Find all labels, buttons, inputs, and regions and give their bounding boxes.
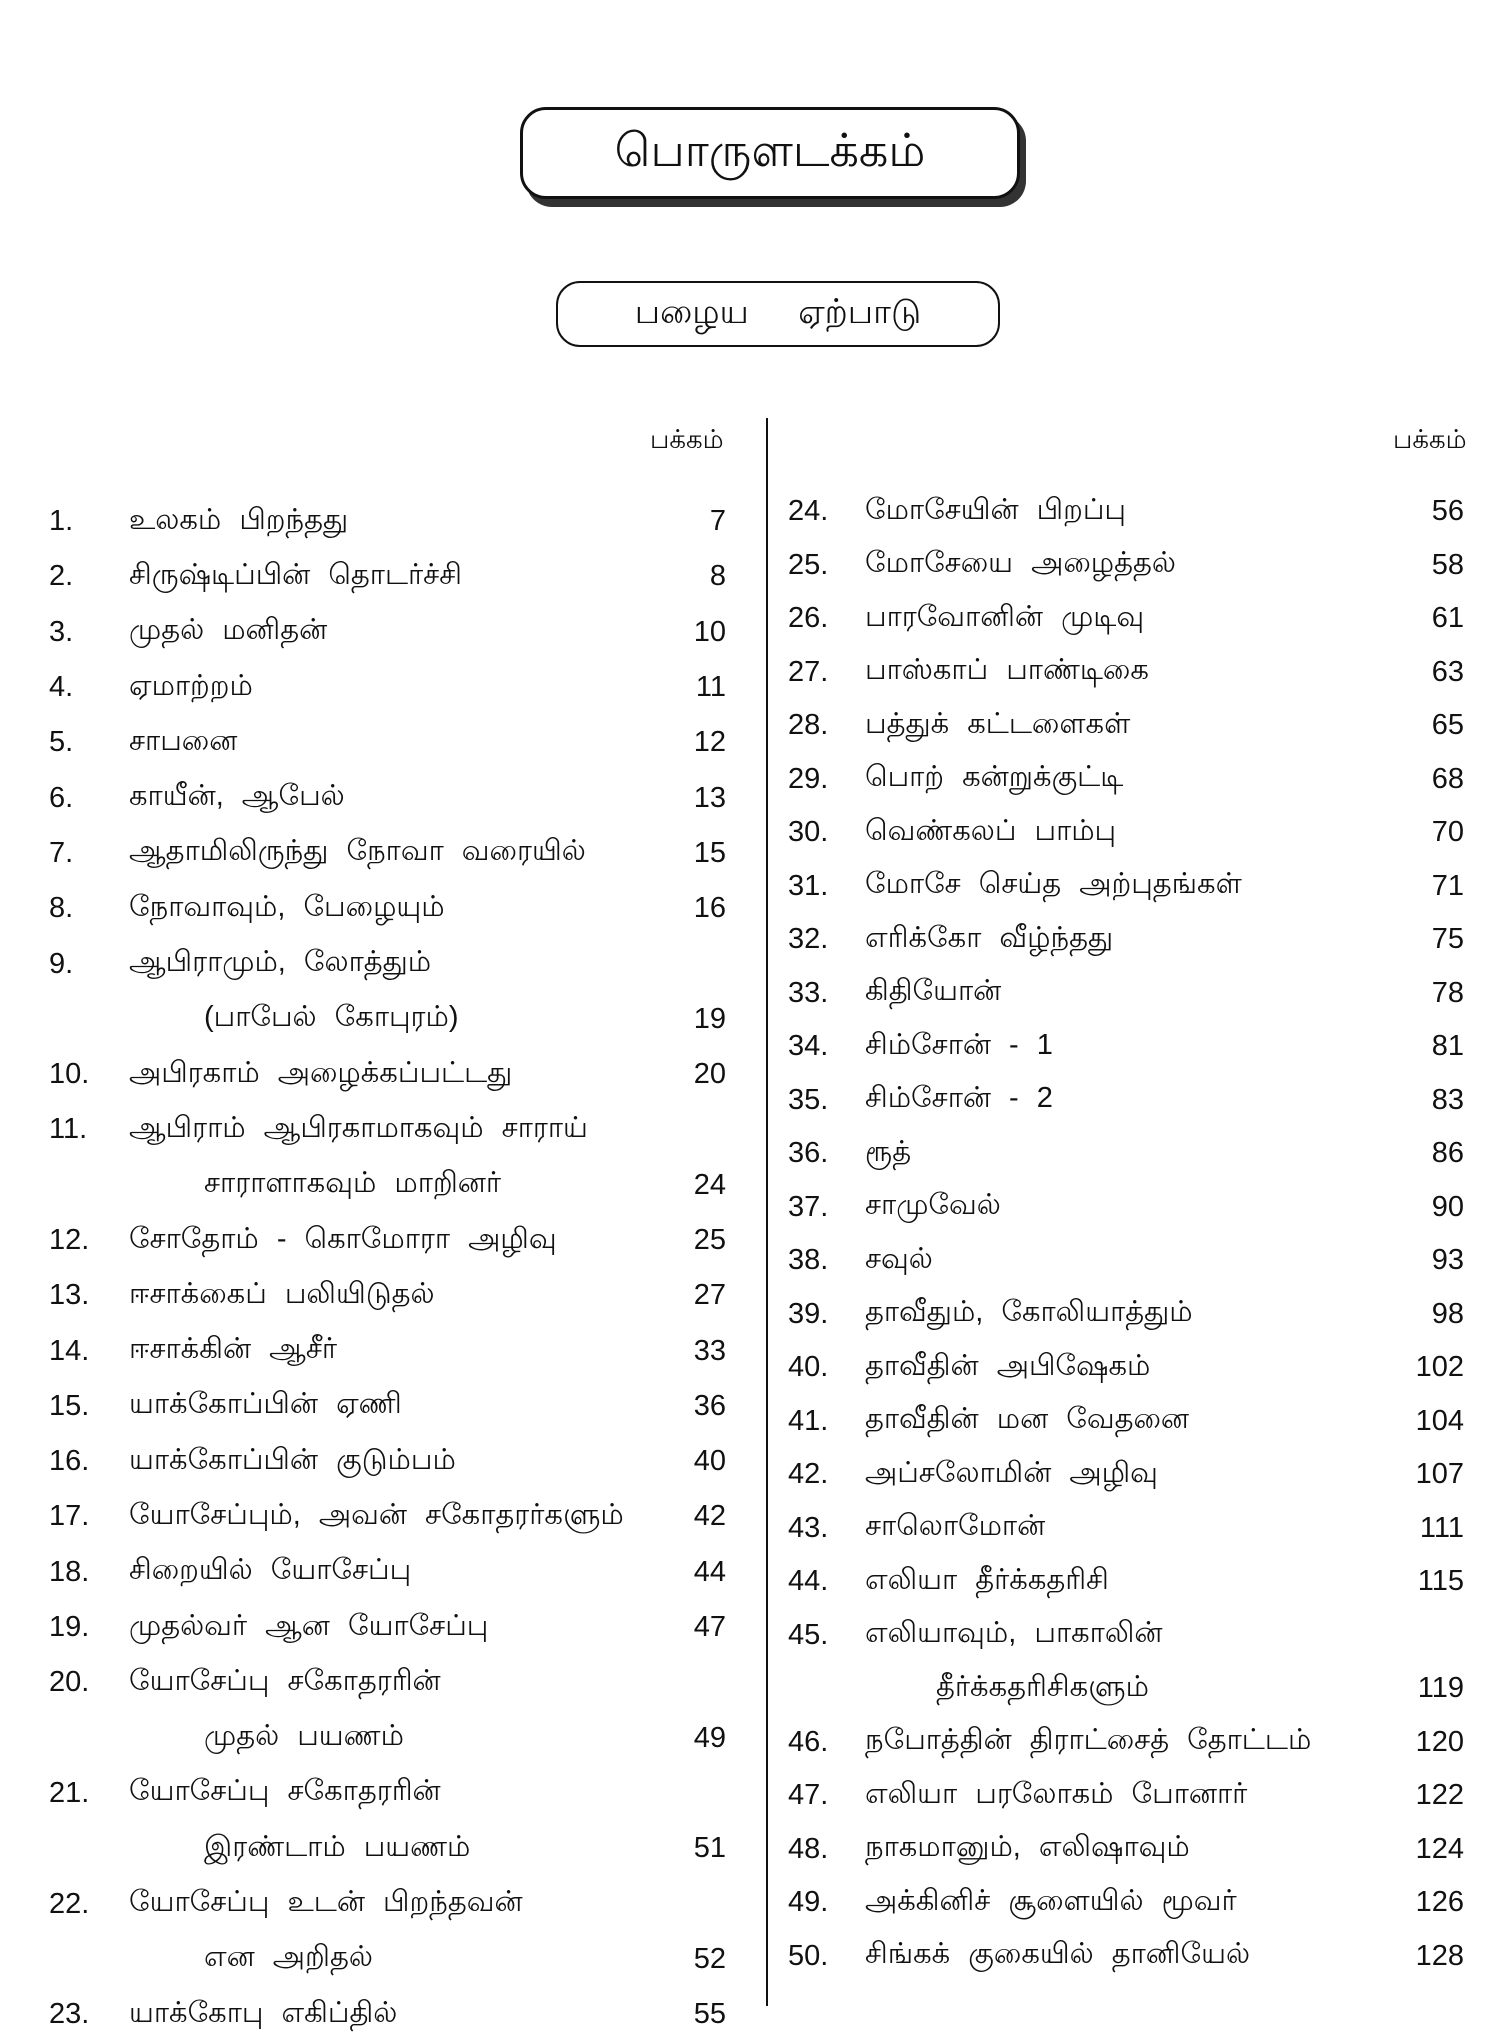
toc-entry [788,753,1464,807]
entry-number: 28. [788,709,829,742]
entry-title: தாவீதின் அபிஷேகம் [865,1349,1151,1382]
toc-entry [788,485,1464,539]
entry-title: யோசேப்பு உடன் பிறந்தவன் [129,1886,523,1919]
entry-title: தீர்க்கதரிசிகளும் [936,1670,1149,1703]
entry-page-number: 24 [693,1168,726,1201]
entry-title: பத்துக் கட்டளைகள் [865,707,1131,740]
toc-entry [788,1769,1464,1823]
entry-title: அக்கினிச் சூளையில் மூவர் [865,1884,1237,1917]
entry-title: சிங்கக் குகையில் தானியேல் [865,1938,1251,1971]
entry-number: 31. [788,869,829,902]
entry-number: 29. [788,762,829,795]
toc-entry [788,1074,1464,1128]
entry-page-number: 16 [693,892,726,925]
entry-page-number: 83 [1431,1083,1464,1116]
entry-title: தாவீதும், கோலியாத்தும் [865,1296,1193,1329]
entry-number: 27. [788,655,829,688]
toc-entry [788,1181,1464,1235]
entry-number: 24. [788,495,829,528]
entry-title: சாராளாகவும் மாறினர் [204,1167,502,1200]
entry-page-number: 128 [1415,1939,1464,1972]
entry-number: 18. [49,1555,90,1588]
entry-title: யோசேப்பு சகோதரரின் [129,1664,441,1697]
entry-number: 35. [788,1083,829,1116]
entry-page-number: 7 [709,505,726,538]
toc-entry [788,592,1464,646]
entry-page-number: 49 [693,1721,726,1754]
toc-entry [49,1766,726,1821]
entry-page-number: 20 [693,1058,726,1091]
entry-page-number: 75 [1431,923,1464,956]
entry-title: சவுல் [865,1242,933,1275]
entry-page-number: 42 [693,1500,726,1533]
entry-title: சோதோம் - கொமோரா அழிவு [129,1222,557,1255]
entry-title: (பாபேல் கோபுரம்) [204,1001,459,1034]
entry-page-number: 61 [1431,602,1464,635]
entry-page-number: 51 [693,1832,726,1865]
entry-number: 36. [788,1137,829,1170]
toc-entry [49,1876,726,1931]
entry-title: யாக்கோபு எகிப்தில் [129,1996,398,2029]
entry-page-number: 33 [693,1334,726,1367]
entry-page-number: 90 [1431,1190,1464,1223]
entry-page-number: 56 [1431,495,1464,528]
entry-number: 50. [788,1939,829,1972]
entry-page-number: 81 [1431,1030,1464,1063]
toc-entry [788,646,1464,700]
entry-number: 44. [788,1565,829,1598]
entry-title: சாபனை [129,724,238,757]
toc-entry [49,1655,726,1710]
toc-entry [788,1234,1464,1288]
toc-entry-continuation [49,1158,726,1213]
entry-page-number: 11 [695,671,726,704]
entry-title: பாரவோனின் முடிவு [865,600,1145,633]
page-column-header-left: பக்கம் [650,424,724,454]
entry-title: மோசேயின் பிறப்பு [865,493,1127,526]
entry-page-number: 25 [693,1224,726,1256]
entry-title: முதல்வர் ஆன யோசேப்பு [129,1609,489,1642]
page-column-header-right: பக்கம் [1393,424,1467,454]
entry-title: மோசே செய்த அற்புதங்கள் [865,868,1242,901]
toc-entry-continuation [49,1821,726,1876]
entry-number: 11. [49,1113,88,1146]
toc-entry [788,860,1464,914]
toc-entry [788,1555,1464,1609]
entry-number: 8. [49,892,74,925]
entry-title: யாக்கோப்பின் ஏணி [129,1388,402,1421]
entry-title: மோசேயை அழைத்தல் [865,547,1176,580]
entry-page-number: 52 [693,1942,726,1975]
entry-page-number: 65 [1431,709,1464,742]
entry-number: 1. [49,505,74,538]
entry-title: கிதியோன் [865,975,1002,1008]
entry-number: 22. [49,1887,90,1920]
entry-number: 47. [788,1779,829,1812]
toc-entry [49,1047,726,1102]
entry-page-number: 124 [1415,1832,1464,1865]
entry-page-number: 27 [693,1279,726,1312]
toc-entry [788,1823,1464,1877]
entry-number: 37. [788,1190,829,1223]
entry-number: 25. [788,548,829,581]
toc-entry [788,1930,1464,1984]
entry-page-number: 98 [1431,1297,1464,1330]
entry-number: 45. [788,1618,829,1651]
toc-right-column [788,485,1464,1983]
entry-title: ரூத் [865,1135,912,1168]
entry-title: அப்சலோமின் அழிவு [865,1456,1158,1489]
entry-page-number: 58 [1431,548,1464,581]
entry-title: ஈசாக்கைப் பலியிடுதல் [129,1277,435,1310]
entry-number: 40. [788,1351,829,1384]
toc-entry [49,1545,726,1600]
entry-number: 30. [788,816,829,849]
toc-entry [788,1127,1464,1181]
entry-title: ஆதாமிலிருந்து நோவா வரையில் [129,835,586,868]
entry-title: எலியா பரலோகம் போனார் [865,1777,1248,1810]
entry-number: 48. [788,1832,829,1865]
toc-entry [788,1395,1464,1449]
entry-page-number: 68 [1431,762,1464,795]
toc-entry-continuation [49,1711,726,1766]
entry-number: 38. [788,1244,829,1277]
entry-title: ஆபிராம் ஆபிரகாமாகவும் சாராய் [129,1111,588,1144]
entry-title: உலகம் பிறந்தது [129,503,349,536]
entry-page-number: 78 [1431,976,1464,1009]
entry-title: நாகமானும், எலிஷாவும் [865,1831,1190,1864]
entry-title: பாஸ்காப் பாண்டிகை [865,654,1149,687]
entry-page-number: 15 [693,836,726,869]
entry-number: 13. [49,1279,90,1312]
entry-title: ஆபிராமும், லோத்தும் [129,946,432,979]
entry-title: எலியா தீர்க்கதரிசி [865,1563,1109,1596]
entry-page-number: 36 [693,1389,726,1422]
entry-title: யோசேப்பு சகோதரரின் [129,1775,441,1808]
toc-entry [49,494,726,549]
entry-number: 46. [788,1725,829,1758]
toc-entry [788,539,1464,593]
entry-number: 41. [788,1404,829,1437]
toc-entry [49,605,726,660]
toc-entry [788,1020,1464,1074]
entry-title: அபிரகாம் அழைக்கப்பட்டது [129,1056,513,1089]
toc-entry [49,1600,726,1655]
entry-title: சிருஷ்டிப்பின் தொடர்ச்சி [129,558,462,591]
entry-title: பொற் கன்றுக்குட்டி [865,761,1124,794]
toc-entry [788,1341,1464,1395]
entry-title: சாமுவேல் [865,1189,1001,1222]
entry-title: ஏமாற்றம் [129,669,253,702]
entry-title: சிம்சோன் - 1 [865,1028,1053,1061]
toc-entry [49,826,726,881]
toc-entry [788,806,1464,860]
entry-page-number: 47 [693,1611,726,1644]
entry-page-number: 111 [1419,1511,1464,1544]
entry-number: 33. [788,976,829,1009]
toc-entry-continuation [788,1662,1464,1716]
entry-page-number: 8 [709,560,726,593]
entry-page-number: 70 [1431,816,1464,849]
entry-number: 12. [49,1224,90,1256]
entry-number: 10. [49,1058,90,1091]
entry-title: நோவாவும், பேழையும் [129,890,445,923]
toc-entry [788,1876,1464,1930]
toc-entry [788,1502,1464,1556]
entry-number: 26. [788,602,829,635]
toc-entry [49,660,726,715]
entry-title: சிறையில் யோசேப்பு [129,1554,412,1587]
entry-title: வெண்கலப் பாம்பு [865,814,1117,847]
entry-title: எரிக்கோ வீழ்ந்தது [865,921,1114,954]
entry-title: முதல் மனிதன் [129,614,328,647]
entry-page-number: 13 [693,781,726,814]
toc-entry [49,549,726,604]
toc-entry [49,1213,726,1268]
entry-page-number: 93 [1431,1244,1464,1277]
toc-entry [49,1268,726,1323]
entry-page-number: 119 [1417,1672,1464,1705]
toc-entry [788,1609,1464,1663]
entry-number: 14. [49,1334,90,1367]
toc-entry [788,699,1464,753]
entry-page-number: 126 [1415,1886,1464,1919]
entry-number: 39. [788,1297,829,1330]
entry-title: யோசேப்பும், அவன் சகோதரர்களும் [129,1498,624,1531]
toc-entry [49,1323,726,1378]
toc-entry [788,967,1464,1021]
entry-page-number: 122 [1415,1779,1464,1812]
entry-page-number: 71 [1431,869,1464,902]
entry-page-number: 44 [693,1555,726,1588]
entry-number: 7. [49,836,74,869]
entry-page-number: 10 [693,615,726,648]
toc-entry [49,1379,726,1434]
entry-title: காயீன், ஆபேல் [129,780,345,813]
entry-title: இரண்டாம் பயணம் [204,1830,471,1863]
entry-page-number: 104 [1415,1404,1464,1437]
entry-page-number: 19 [693,1002,726,1035]
toc-entry [49,1434,726,1489]
entry-page-number: 63 [1431,655,1464,688]
toc-left-column [49,494,726,2042]
entry-title: சிம்சோன் - 2 [865,1082,1053,1115]
entry-page-number: 102 [1415,1351,1464,1384]
entry-number: 2. [49,560,74,593]
toc-entry [49,770,726,825]
entry-number: 4. [49,671,74,704]
entry-number: 3. [49,615,74,648]
toc-entry [49,715,726,770]
entry-number: 21. [49,1776,90,1809]
entry-page-number: 55 [693,1998,726,2031]
entry-title: என அறிதல் [204,1941,373,1974]
entry-number: 42. [788,1458,829,1491]
entry-number: 17. [49,1500,90,1533]
toc-entry [49,1987,726,2042]
entry-title: சாலொமோன் [865,1510,1046,1543]
entry-number: 32. [788,923,829,956]
entry-title: யாக்கோப்பின் குடும்பம் [129,1443,456,1476]
toc-entry [788,1288,1464,1342]
entry-page-number: 86 [1431,1137,1464,1170]
toc-entry [49,1489,726,1544]
entry-number: 23. [49,1998,90,2031]
toc-entry [788,913,1464,967]
toc-entry [49,936,726,991]
entry-number: 49. [788,1886,829,1919]
toc-entry [49,1102,726,1157]
entry-number: 16. [49,1445,90,1478]
entry-page-number: 107 [1415,1458,1464,1491]
entry-number: 9. [49,947,74,980]
entry-number: 34. [788,1030,829,1063]
column-divider [766,418,768,2006]
entry-title: எலியாவும், பாகாலின் [865,1617,1163,1650]
entry-title: முதல் பயணம் [204,1720,404,1753]
contents-title: பொருளடக்கம் [520,107,1020,199]
entry-number: 6. [49,781,74,814]
entry-page-number: 40 [693,1445,726,1478]
toc-entry-continuation [49,992,726,1047]
section-subtitle: பழைய ஏற்பாடு [556,281,1000,347]
entry-title: தாவீதின் மன வேதனை [865,1403,1190,1436]
entry-title: நபோத்தின் திராட்சைத் தோட்டம் [865,1724,1312,1757]
toc-entry [49,881,726,936]
entry-title: ஈசாக்கின் ஆசீர் [129,1333,338,1366]
toc-entry [788,1716,1464,1770]
entry-number: 43. [788,1511,829,1544]
entry-number: 15. [49,1389,90,1422]
entry-page-number: 12 [693,726,726,759]
toc-entry-continuation [49,1932,726,1987]
entry-page-number: 115 [1417,1565,1464,1598]
entry-number: 20. [49,1666,90,1699]
entry-number: 19. [49,1611,90,1644]
entry-page-number: 120 [1415,1725,1464,1758]
entry-number: 5. [49,726,74,759]
toc-entry [788,1448,1464,1502]
